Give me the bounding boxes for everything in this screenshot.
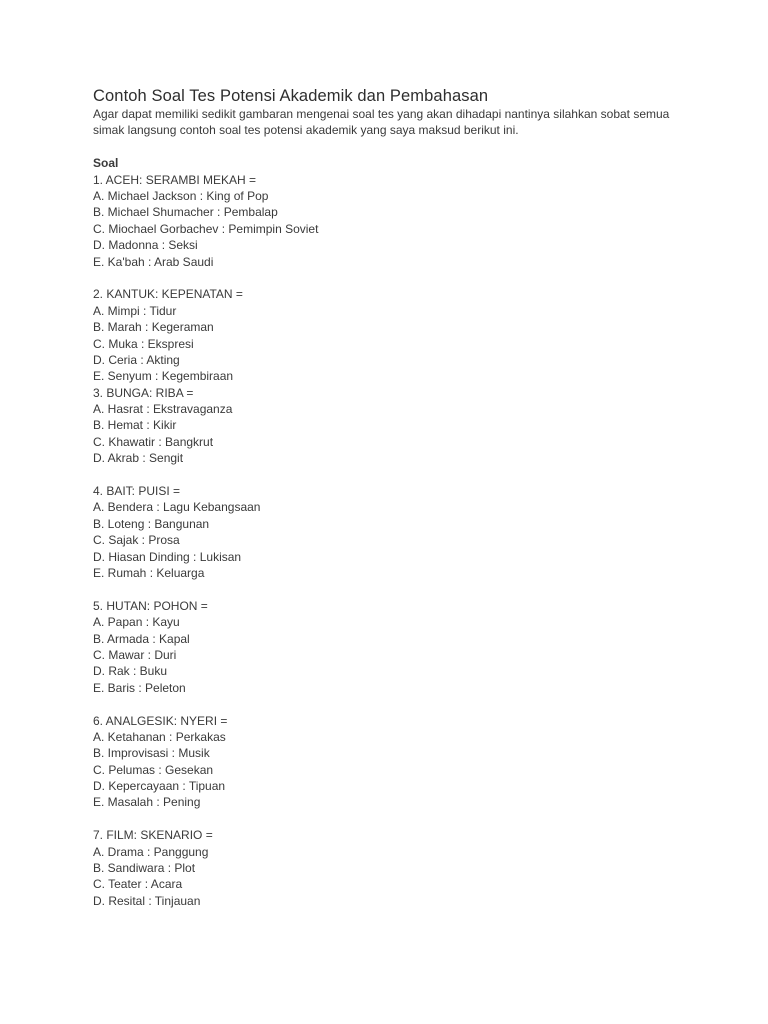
answer-option: D. Madonna : Seksi xyxy=(93,238,198,253)
answer-option: C. Teater : Acara xyxy=(93,877,183,892)
answer-option: D. Hiasan Dinding : Lukisan xyxy=(93,549,242,564)
question-4 xyxy=(93,483,693,581)
answer-option: B. Armada : Kapal xyxy=(93,631,190,646)
paragraph-gap xyxy=(93,467,693,483)
answer-option: B. Hemat : Kikir xyxy=(93,418,177,433)
section-label-soal: Soal xyxy=(93,156,119,171)
answer-option: C. Pelumas : Gesekan xyxy=(93,762,214,777)
answer-option: D. Kepercayaan : Tipuan xyxy=(93,779,226,794)
paragraph-gap xyxy=(93,696,693,712)
question-stem: 3. BUNGA: RIBA = xyxy=(93,385,194,400)
answer-option: C. Muka : Ekspresi xyxy=(93,336,194,351)
answer-option: C. Sajak : Prosa xyxy=(93,533,180,548)
question-3 xyxy=(93,385,693,467)
question-stem: 5. HUTAN: POHON = xyxy=(93,598,208,613)
intro-paragraph: Agar dapat memiliki sedikit gambaran mengenai soal tes yang akan dihadapi nantinya silahkan sobat semua simak langsung contoh soal tes potensi akademik yang saya maksud berikut ini. xyxy=(93,107,670,138)
answer-option: E. Senyum : Kegembiraan xyxy=(93,369,234,384)
answer-option: A. Drama : Panggung xyxy=(93,844,209,859)
answer-option: E. Baris : Peleton xyxy=(93,680,186,695)
question-stem: 4. BAIT: PUISI = xyxy=(93,484,181,499)
answer-option: A. Michael Jackson : King of Pop xyxy=(93,189,269,203)
paragraph-gap xyxy=(93,270,693,286)
question-stem: 6. ANALGESIK: NYERI = xyxy=(93,713,228,728)
answer-option: B. Loteng : Bangunan xyxy=(93,516,210,531)
question-stem: 7. FILM: SKENARIO = xyxy=(93,828,213,843)
answer-option: A. Hasrat : Ekstravaganza xyxy=(93,402,233,417)
answer-option: A. Bendera : Lagu Kebangsaan xyxy=(93,500,261,515)
paragraph-gap xyxy=(93,811,693,827)
question-1 xyxy=(93,172,693,270)
document-page xyxy=(93,86,693,909)
answer-option: C. Miochael Gorbachev : Pemimpin Soviet xyxy=(93,221,319,236)
answer-option: E. Rumah : Keluarga xyxy=(93,565,205,580)
answer-option: C. Khawatir : Bangkrut xyxy=(93,434,214,449)
answer-option: D. Akrab : Sengit xyxy=(93,451,184,466)
question-7 xyxy=(93,827,693,909)
answer-option: E. Masalah : Pening xyxy=(93,795,201,810)
answer-option: E. Ka'bah : Arab Saudi xyxy=(93,254,214,269)
answer-option: A. Mimpi : Tidur xyxy=(93,303,177,318)
document-title: Contoh Soal Tes Potensi Akademik dan Pembahasan xyxy=(93,87,489,105)
answer-option: A. Ketahanan : Perkakas xyxy=(93,729,226,744)
question-5 xyxy=(93,598,693,696)
answer-option: D. Rak : Buku xyxy=(93,664,168,679)
answer-option: B. Michael Shumacher : Pembalap xyxy=(93,205,278,220)
question-stem: 1. ACEH: SERAMBI MEKAH = xyxy=(93,172,257,187)
answer-option: B. Sandiwara : Plot xyxy=(93,861,196,876)
answer-option: A. Papan : Kayu xyxy=(93,615,180,630)
question-2 xyxy=(93,286,693,384)
answer-option: B. Improvisasi : Musik xyxy=(93,746,210,761)
answer-option: D. Ceria : Akting xyxy=(93,352,180,367)
answer-option: C. Mawar : Duri xyxy=(93,647,177,662)
question-stem: 2. KANTUK: KEPENATAN = xyxy=(93,287,243,302)
question-6 xyxy=(93,713,693,811)
answer-option: D. Resital : Tinjauan xyxy=(93,893,201,908)
answer-option: B. Marah : Kegeraman xyxy=(93,320,214,335)
paragraph-gap xyxy=(93,581,693,597)
